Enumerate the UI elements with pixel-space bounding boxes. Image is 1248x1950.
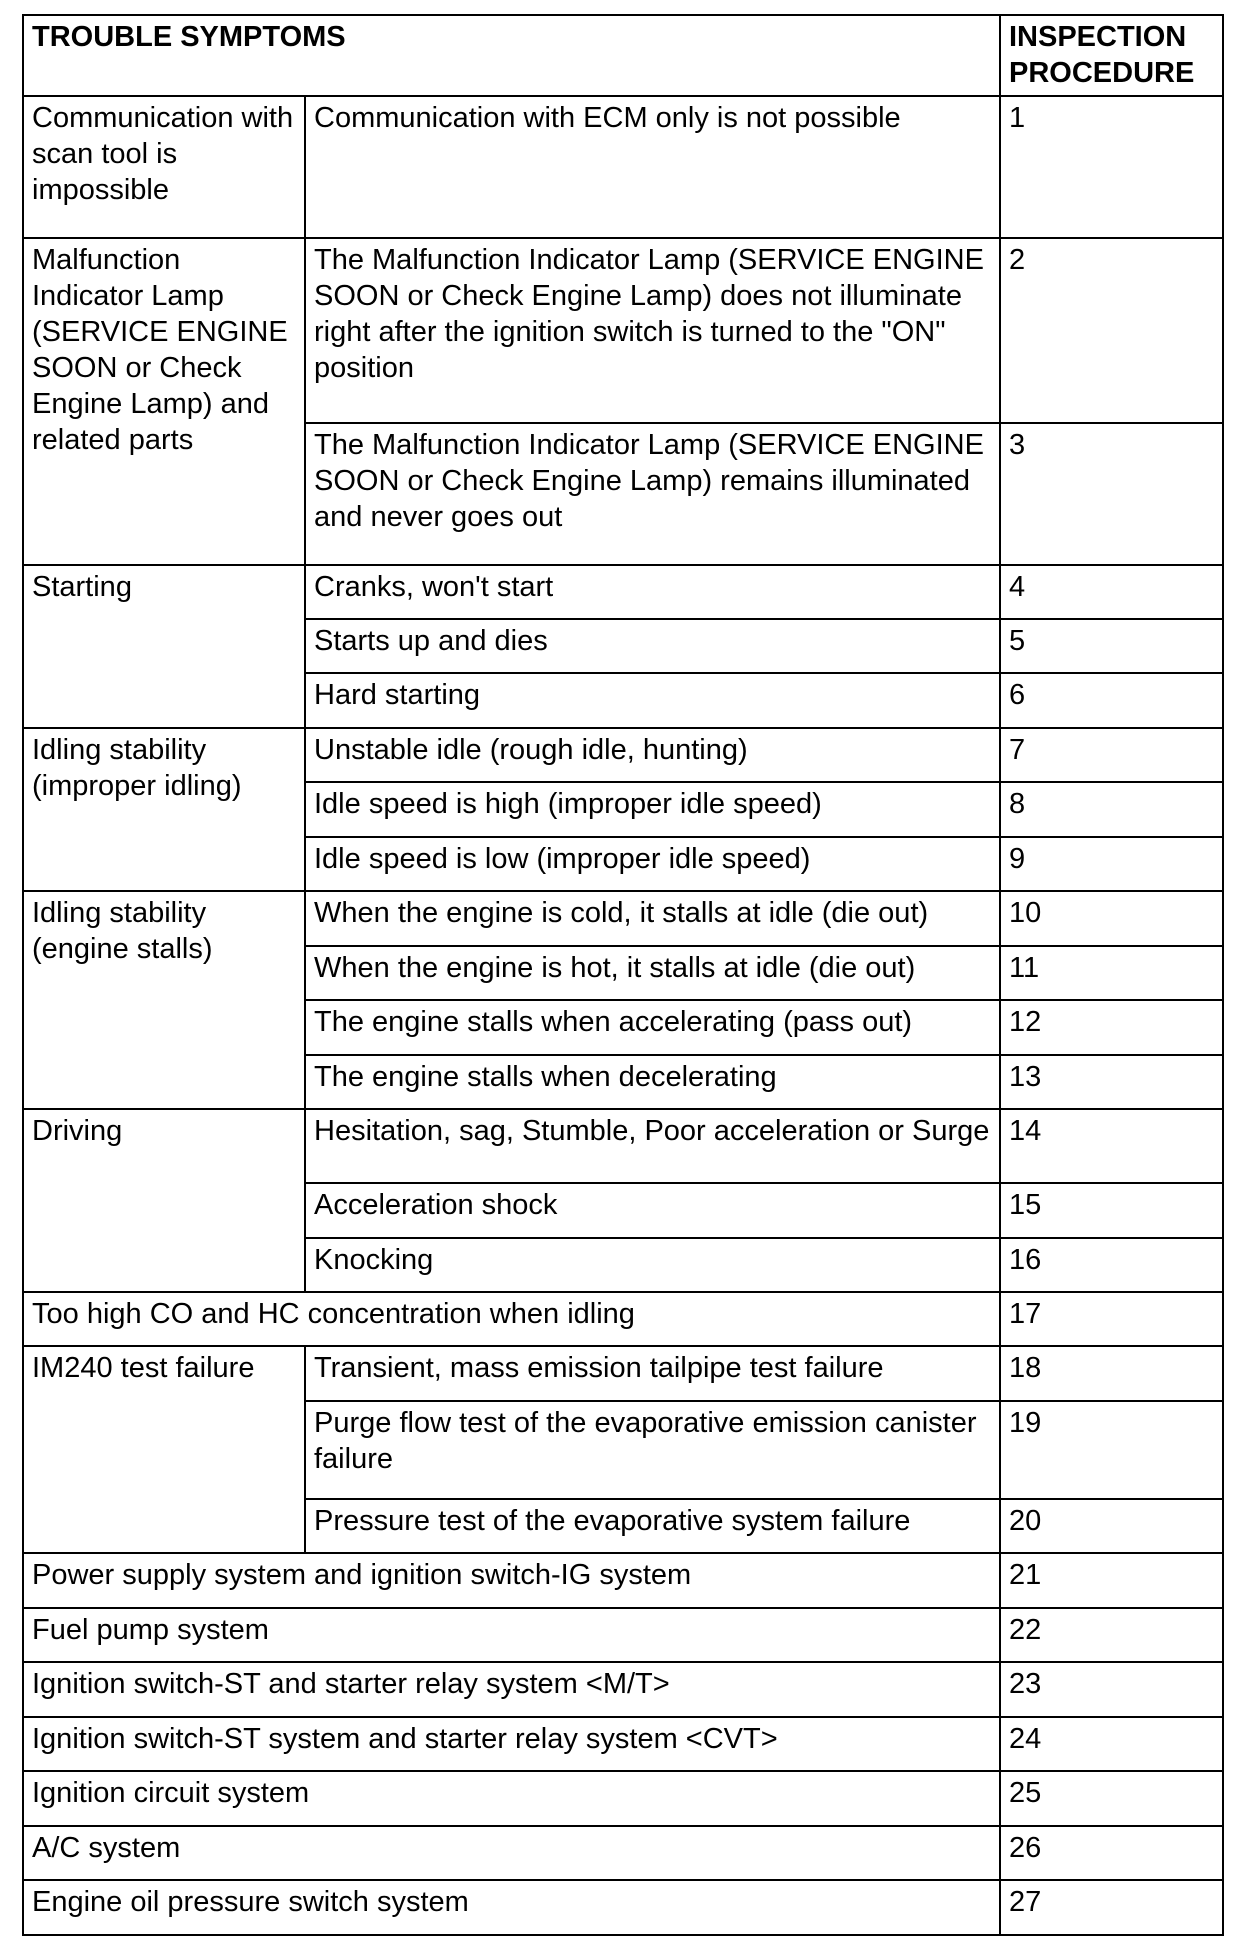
symptom-detail: Transient, mass emission tailpipe test failure [305,1346,1000,1400]
table-row [23,1608,1223,1662]
inspection-procedure-number: 8 [1000,782,1223,836]
symptom-detail: The Malfunction Indicator Lamp (SERVICE ENGINE SOON or Check Engine Lamp) remains illuminated and never goes out [305,423,1000,565]
symptom-detail: Cranks, won't start [305,565,1000,619]
inspection-procedure-number: 20 [1000,1499,1223,1553]
inspection-procedure-number: 17 [1000,1292,1223,1346]
inspection-procedure-number: 7 [1000,728,1223,782]
inspection-procedure-number: 23 [1000,1662,1223,1716]
inspection-procedure-number: 4 [1000,565,1223,619]
symptom-category: Communication with scan tool is impossible [23,96,305,238]
symptom-detail: Idle speed is high (improper idle speed) [305,782,1000,836]
header-row [23,15,1223,96]
symptom-detail: Hesitation, sag, Stumble, Poor acceleration or Surge [305,1109,1000,1183]
table-row [23,1826,1223,1880]
inspection-procedure-number: 19 [1000,1401,1223,1499]
inspection-procedure-number: 25 [1000,1771,1223,1825]
inspection-procedure-number: 2 [1000,238,1223,423]
inspection-procedure-number: 16 [1000,1238,1223,1292]
inspection-procedure-number: 21 [1000,1553,1223,1607]
table-row [23,96,1223,238]
inspection-procedure-number: 18 [1000,1346,1223,1400]
table-row [23,1109,1223,1183]
symptom-detail: Pressure test of the evaporative system failure [305,1499,1000,1553]
symptom-category: Ignition switch-ST and starter relay system <M/T> [23,1662,1000,1716]
inspection-procedure-number: 12 [1000,1000,1223,1054]
table-row [23,1880,1223,1935]
table-row [23,1771,1223,1825]
symptom-detail: Communication with ECM only is not possible [305,96,1000,238]
table-row [23,1553,1223,1607]
header-trouble-symptoms: TROUBLE SYMPTOMS [23,15,1000,96]
symptom-category: IM240 test failure [23,1346,305,1553]
symptom-detail: Starts up and dies [305,619,1000,673]
symptom-detail: The engine stalls when accelerating (pass out) [305,1000,1000,1054]
table-row [23,1717,1223,1771]
symptom-category: Idling stability (improper idling) [23,728,305,891]
symptom-detail: Knocking [305,1238,1000,1292]
symptom-detail: Unstable idle (rough idle, hunting) [305,728,1000,782]
inspection-procedure-number: 6 [1000,673,1223,727]
symptom-detail: The Malfunction Indicator Lamp (SERVICE ENGINE SOON or Check Engine Lamp) does not illuminate right after the ignition switch is turned to the "ON" position [305,238,1000,423]
inspection-procedure-number: 13 [1000,1055,1223,1109]
symptom-detail: Acceleration shock [305,1183,1000,1237]
symptom-detail: Idle speed is low (improper idle speed) [305,837,1000,891]
symptom-detail: When the engine is hot, it stalls at idle (die out) [305,946,1000,1000]
table-row [23,565,1223,619]
inspection-procedure-number: 15 [1000,1183,1223,1237]
table-row [23,238,1223,423]
inspection-procedure-number: 5 [1000,619,1223,673]
inspection-procedure-number: 27 [1000,1880,1223,1935]
table-row [23,1346,1223,1400]
symptom-category: Malfunction Indicator Lamp (SERVICE ENGINE SOON or Check Engine Lamp) and related parts [23,238,305,565]
symptom-category: A/C system [23,1826,1000,1880]
inspection-procedure-number: 3 [1000,423,1223,565]
table-row [23,1292,1223,1346]
symptom-category: Ignition circuit system [23,1771,1000,1825]
inspection-procedure-number: 9 [1000,837,1223,891]
symptom-detail: Hard starting [305,673,1000,727]
symptom-category: Driving [23,1109,305,1292]
trouble-symptom-table [22,14,1224,1936]
inspection-procedure-number: 26 [1000,1826,1223,1880]
inspection-procedure-number: 10 [1000,891,1223,945]
inspection-procedure-number: 14 [1000,1109,1223,1183]
symptom-detail: Purge flow test of the evaporative emission canister failure [305,1401,1000,1499]
inspection-procedure-number: 1 [1000,96,1223,238]
symptom-category: Engine oil pressure switch system [23,1880,1000,1935]
inspection-procedure-number: 24 [1000,1717,1223,1771]
symptom-category: Starting [23,565,305,728]
symptom-category: Idling stability (engine stalls) [23,891,305,1109]
symptom-category: Too high CO and HC concentration when idling [23,1292,1000,1346]
symptom-detail: When the engine is cold, it stalls at idle (die out) [305,891,1000,945]
symptom-detail: The engine stalls when decelerating [305,1055,1000,1109]
symptom-category: Ignition switch-ST system and starter relay system <CVT> [23,1717,1000,1771]
table-row [23,891,1223,945]
inspection-procedure-number: 11 [1000,946,1223,1000]
table-row [23,728,1223,782]
symptom-category: Fuel pump system [23,1608,1000,1662]
inspection-procedure-number: 22 [1000,1608,1223,1662]
symptom-category: Power supply system and ignition switch-IG system [23,1553,1000,1607]
header-inspection-procedure: INSPECTION PROCEDURE [1000,15,1223,96]
table-row [23,1662,1223,1716]
table-body [23,96,1223,1935]
